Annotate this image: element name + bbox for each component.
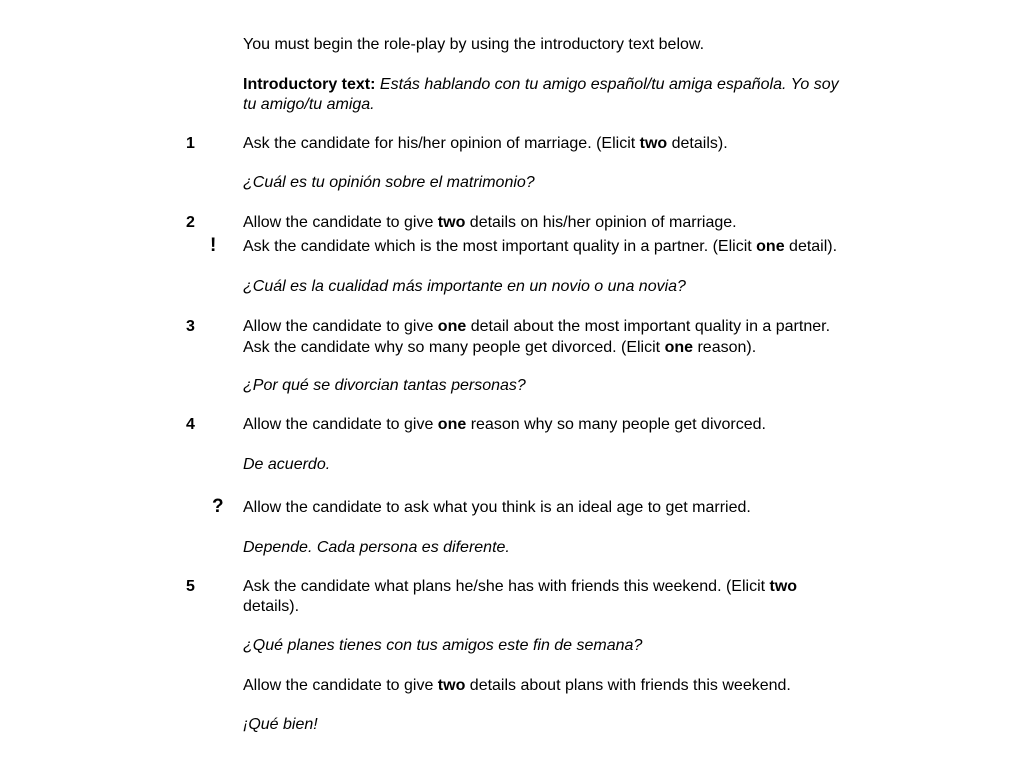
task-1-bold: two: [639, 135, 668, 152]
question-mark: ?: [212, 496, 224, 517]
exclamation-mark: !: [210, 235, 217, 256]
task-4-bold: one: [437, 416, 467, 433]
task-1-text-a: Ask the candidate for his/her opinion of marriage. (Elicit: [243, 135, 640, 152]
task-5-line-1: [243, 577, 797, 597]
intro-instruction: You must begin the role-play by using the introductory text below.: [243, 36, 705, 53]
task-2-line-1: [243, 213, 737, 233]
closing-spanish: ¡Qué bien!: [243, 716, 318, 733]
task-3-line-1-b: detail about the most important quality in a partner.: [466, 318, 831, 335]
task-1-text-b: details).: [667, 135, 728, 152]
task-3-number: 3: [186, 318, 195, 335]
task-2-line-2-b: detail).: [784, 238, 838, 255]
task-3-line-1-a: Allow the candidate to give: [243, 318, 438, 335]
task-2-number: 2: [186, 214, 195, 231]
task-2-line-2-bold: one: [756, 238, 785, 255]
task-2-line-2-a: Ask the candidate which is the most important quality in a partner. (Elicit: [243, 238, 757, 255]
task-5-line-3-b: details about plans with friends this weekend.: [465, 677, 791, 694]
intro-spanish-line-1: Estás hablando con tu amigo español/tu amiga española. Yo soy: [379, 76, 839, 93]
task-2-line-1-a: Allow the candidate to give: [243, 214, 438, 231]
task-2-line-2: [243, 237, 837, 257]
task-4-text-b: reason why so many people get divorced.: [466, 416, 766, 433]
task-5-line-2: details).: [243, 598, 300, 615]
task-5-line-1-a: Ask the candidate what plans he/she has with friends this weekend. (Elicit: [243, 578, 770, 595]
task-5-spanish: ¿Qué planes tienes con tus amigos este fin de semana?: [243, 637, 643, 654]
task-4-number: 4: [186, 416, 195, 433]
task-3-line-1: [243, 317, 830, 337]
task-5-line-1-bold: two: [769, 578, 798, 595]
question-spanish: Depende. Cada persona es diferente.: [243, 539, 510, 556]
task-1-spanish: ¿Cuál es tu opinión sobre el matrimonio?: [243, 174, 535, 191]
task-5-line-3: [243, 676, 791, 696]
task-5-line-3-bold: two: [437, 677, 466, 694]
intro-label: Introductory text:: [243, 76, 376, 93]
task-2-line-1-bold: two: [437, 214, 466, 231]
task-2-line-1-b: details on his/her opinion of marriage.: [465, 214, 737, 231]
task-1-number: 1: [186, 135, 195, 152]
task-4-instruction: [243, 415, 766, 435]
task-1-instruction: [243, 134, 728, 154]
task-3-line-2-b: reason).: [693, 339, 757, 356]
question-instruction: Allow the candidate to ask what you think is an ideal age to get married.: [243, 499, 751, 516]
task-5-line-3-a: Allow the candidate to give: [243, 677, 438, 694]
task-3-line-1-bold: one: [437, 318, 467, 335]
task-2-spanish: ¿Cuál es la cualidad más importante en un novio o una novia?: [243, 278, 686, 295]
task-5-number: 5: [186, 578, 195, 595]
intro-spanish-line-2: tu amigo/tu amiga.: [243, 96, 375, 113]
task-3-line-2-a: Ask the candidate why so many people get divorced. (Elicit: [243, 339, 665, 356]
task-3-line-2-bold: one: [664, 339, 694, 356]
intro-text-line-1: [243, 75, 839, 95]
task-4-text-a: Allow the candidate to give: [243, 416, 438, 433]
task-3-spanish: ¿Por qué se divorcian tantas personas?: [243, 377, 526, 394]
task-3-line-2: [243, 338, 756, 358]
task-4-spanish: De acuerdo.: [243, 456, 331, 473]
